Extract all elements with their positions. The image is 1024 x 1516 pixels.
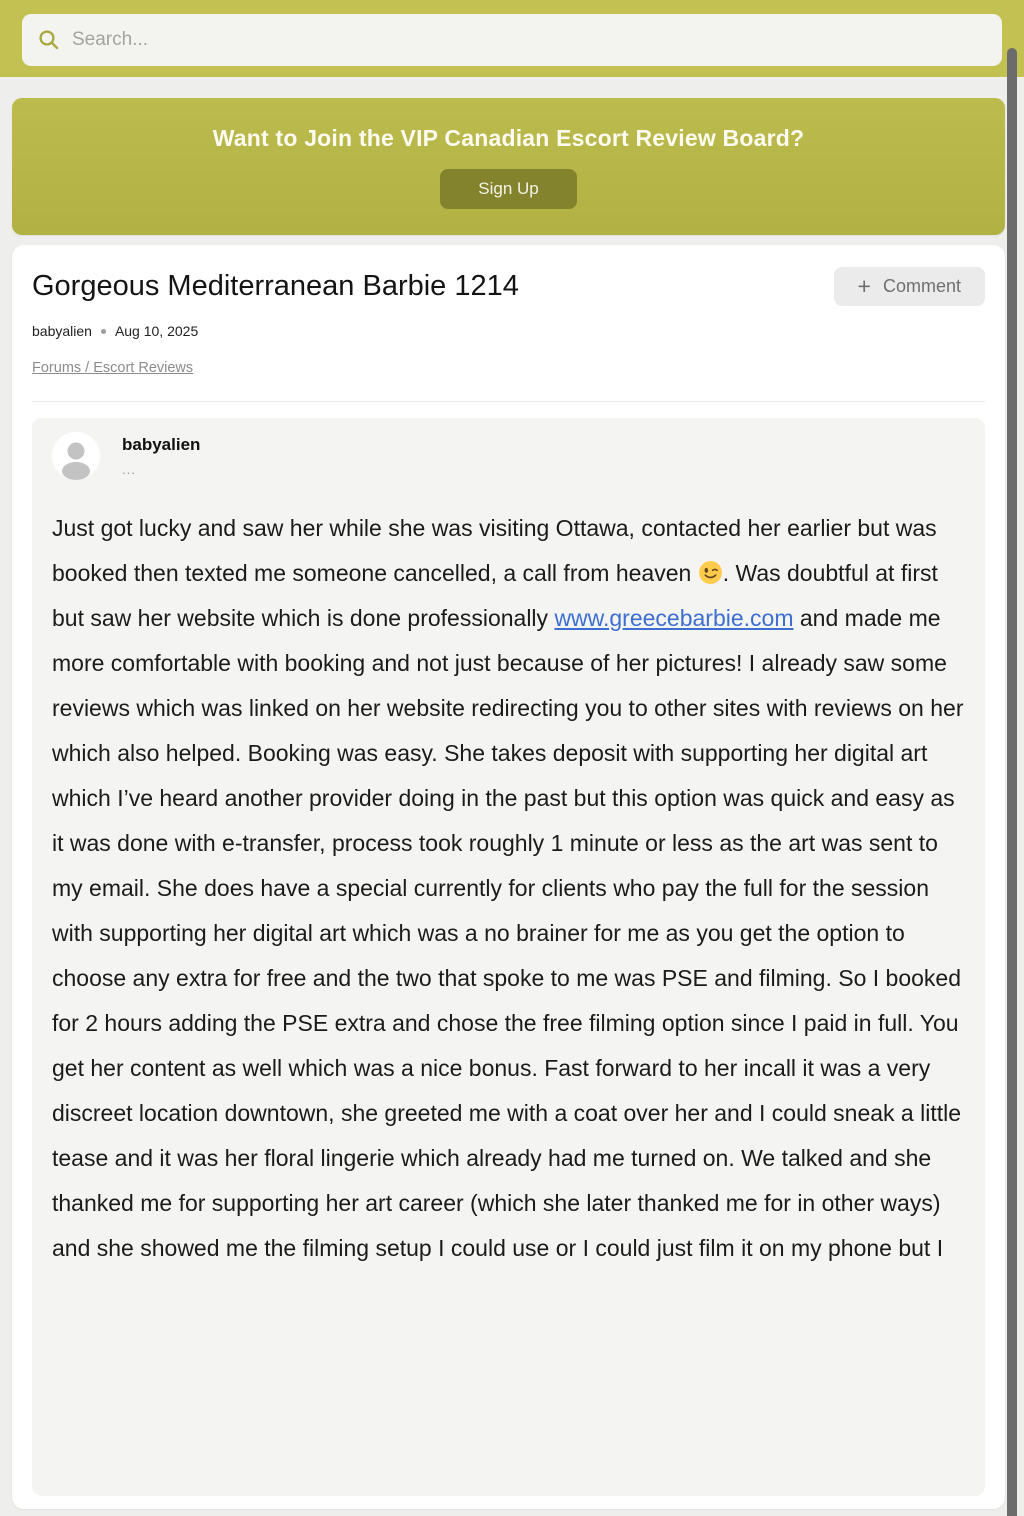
- content-card: [12, 245, 1005, 1509]
- scrollbar-thumb[interactable]: [1007, 48, 1017, 1516]
- avatar[interactable]: [52, 432, 100, 480]
- website-link[interactable]: www.greecebarbie.com: [554, 605, 794, 632]
- search-bar[interactable]: [22, 14, 1002, 66]
- author-name: babyalien: [32, 323, 92, 340]
- comment-button-label: Comment: [882, 276, 961, 296]
- post-date: Aug 10, 2025: [114, 323, 199, 340]
- page-title: Gorgeous Mediterranean Barbie 1214: [32, 270, 519, 302]
- post-meta-dots: ...: [122, 462, 136, 478]
- signup-button[interactable]: Sign Up: [440, 169, 576, 209]
- wink-emoji-icon: [698, 560, 723, 585]
- post-author[interactable]: babyalien: [122, 435, 201, 455]
- search-input[interactable]: [72, 29, 987, 51]
- post-header: [52, 432, 965, 480]
- breadcrumb[interactable]: Forums / Escort Reviews: [32, 360, 194, 377]
- post-text-1: Just got lucky and saw her while she was visiting Ottawa, contacted her earlier but was booked then texted me someone cancelled, a call from heaven: [52, 515, 937, 587]
- app-header: [0, 0, 1024, 77]
- divider: [32, 401, 985, 402]
- post-text-2: . Was doubtful at first but saw her website which is done professionally: [52, 560, 938, 632]
- banner-title: Want to Join the VIP Canadian Escort Review Board?: [212, 125, 805, 151]
- byline: [32, 323, 985, 339]
- post-text-3: and made me more comfortable with booking and not just because of her pictures! I already saw some reviews which was linked on her website redirecting you to other sites with reviews on her which also helped. Booking was easy. She takes deposit with supporting her digital art which I’ve heard another provider doing in the past but this option was quick and easy as it was done with e-transfer, process took roughly 1 minute or less as the art was sent to my email. She does have a special currently for clients who pay the full for the session with supporting her digital art which was a no brainer for me as you get the option to choose any extra for free and the two that spoke to me was PSE and filming. So I booked for 2 hours adding the PSE extra and chose the free filming option since I paid in full. You get her content as well which was a nice bonus. Fast forward to her incall it was a very discreet location downtown, she greeted me with a coat over her and I could sneak a little tease and it was her floral lingerie which already had me turned on. We talked and she thanked me for supporting her art career (which she later thanked me for in other ways) and she showed me the filming setup I could use or I could just film it on my phone but I: [52, 605, 964, 1262]
- vip-banner: [12, 98, 1005, 235]
- plus-icon: +: [857, 273, 871, 299]
- dot-separator-icon: [101, 329, 106, 334]
- search-icon: [37, 28, 61, 52]
- user-silhouette-icon: [52, 432, 100, 480]
- post-body: [52, 506, 965, 1271]
- post-card: [32, 418, 985, 1496]
- comment-button[interactable]: [834, 267, 985, 306]
